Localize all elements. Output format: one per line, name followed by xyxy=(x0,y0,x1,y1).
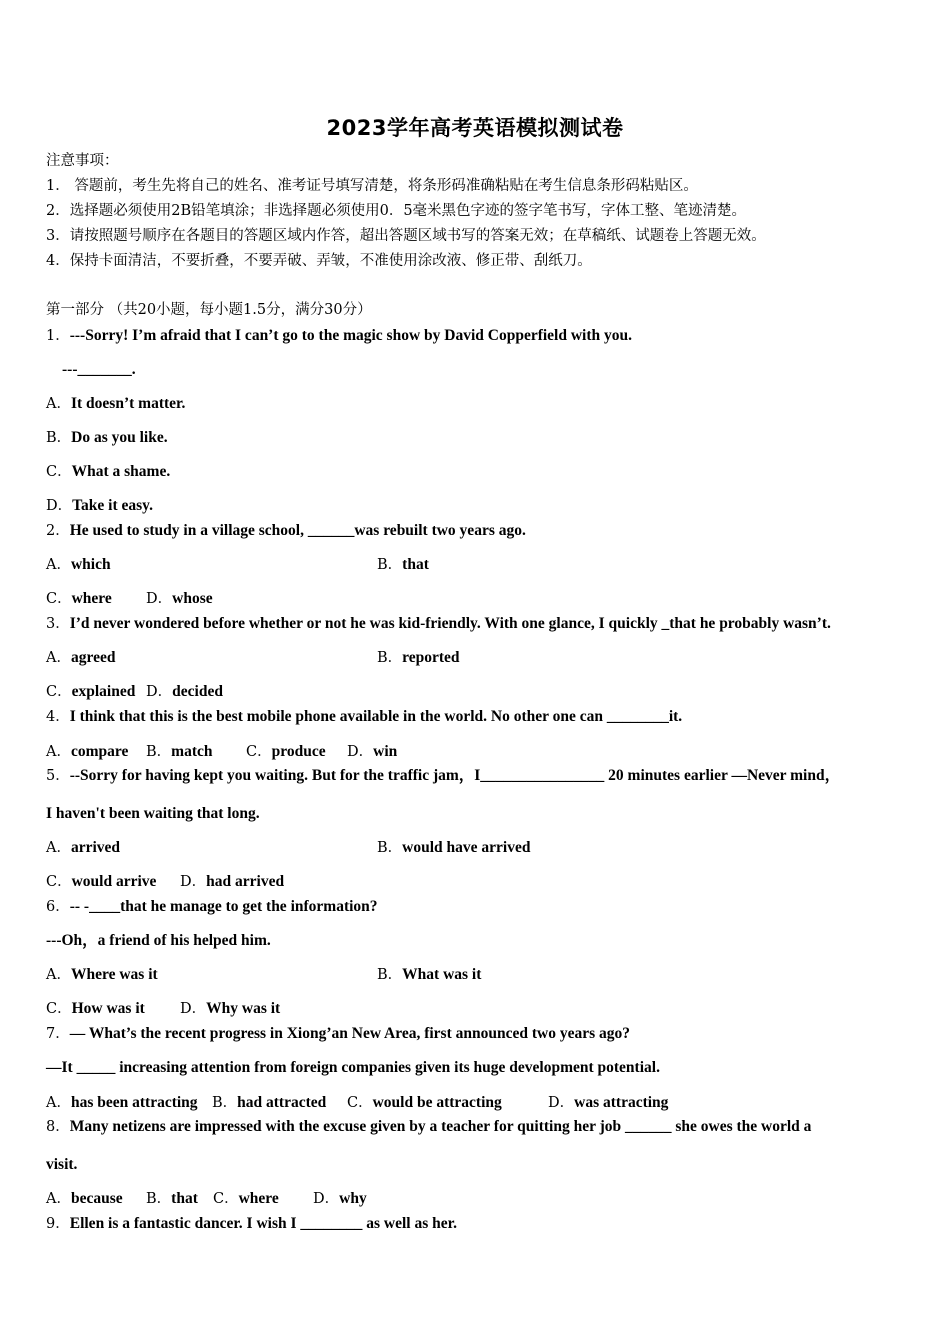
option-d[interactable]: D．decided xyxy=(146,683,223,700)
question-stem-line2: ---_______. xyxy=(62,361,136,378)
option-a[interactable]: A．which xyxy=(46,556,111,573)
question-stem: -- -____that he manage to get the information? xyxy=(69,898,378,915)
question-stem: Ellen is a fantastic dancer. I wish I ________ as well as her. xyxy=(69,1215,457,1232)
question-stem-line2: visit. xyxy=(46,1156,78,1173)
option-c[interactable]: C．What a shame. xyxy=(46,463,171,480)
option-a[interactable]: A．It doesn’t matter. xyxy=(46,395,186,412)
question-number: 2． xyxy=(46,523,70,539)
notice-item: 4．保持卡面清洁，不要折叠，不要弄破、弄皱，不准使用涂改液、修正带、刮纸刀。 xyxy=(46,253,592,269)
option-c[interactable]: C．where xyxy=(46,590,112,607)
option-b[interactable]: B．match xyxy=(146,743,213,760)
question-stem-line2: ---Oh，a friend of his helped him. xyxy=(46,932,271,949)
option-d[interactable]: D．was attracting xyxy=(548,1094,669,1111)
question-number: 4． xyxy=(46,709,70,725)
notice-heading: 注意事项： xyxy=(46,153,119,169)
question-stem-line2: I haven't been waiting that long. xyxy=(46,805,260,822)
option-a[interactable]: A．compare xyxy=(46,743,129,760)
option-b[interactable]: B．that xyxy=(377,556,429,573)
question-stem: ---Sorry! I’m afraid that I can’t go to the magic show by David Copperfield with you. xyxy=(69,327,633,344)
option-d[interactable]: D．win xyxy=(347,743,398,760)
option-c[interactable]: C．would arrive xyxy=(46,873,157,890)
option-a[interactable]: A．agreed xyxy=(46,649,116,666)
option-a[interactable]: A．because xyxy=(46,1190,123,1207)
option-d[interactable]: D．Take it easy. xyxy=(46,497,153,514)
option-c[interactable]: C．explained xyxy=(46,683,136,700)
section-heading: 第一部分 （共20小题，每小题1.5分，满分30分） xyxy=(46,302,372,318)
question-number: 9． xyxy=(46,1216,70,1232)
option-b[interactable]: B．What was it xyxy=(377,966,482,983)
option-a[interactable]: A．arrived xyxy=(46,839,121,856)
question-6 xyxy=(46,897,378,917)
option-b[interactable]: B．that xyxy=(146,1190,198,1207)
option-b[interactable]: B．had attracted xyxy=(212,1094,327,1111)
option-b[interactable]: B．would have arrived xyxy=(377,839,531,856)
question-stem: — What’s the recent progress in Xiong’an New Area, first announced two years ago? xyxy=(69,1025,631,1042)
option-a[interactable]: A．has been attracting xyxy=(46,1094,198,1111)
question-number: 1． xyxy=(46,328,70,344)
question-1 xyxy=(46,326,632,346)
question-3 xyxy=(46,614,831,634)
option-d[interactable]: D．Why was it xyxy=(180,1000,281,1017)
question-9 xyxy=(46,1214,457,1234)
option-a[interactable]: A．Where was it xyxy=(46,966,158,983)
question-stem-line2: —It _____ increasing attention from foreign companies given its huge development potential. xyxy=(46,1059,660,1076)
question-number: 8． xyxy=(46,1119,70,1135)
question-stem: I think that this is the best mobile phone available in the world. No other one can ________it. xyxy=(69,708,683,725)
option-c[interactable]: C．would be attracting xyxy=(347,1094,502,1111)
question-number: 6． xyxy=(46,899,70,915)
option-d[interactable]: D．had arrived xyxy=(180,873,285,890)
question-stem: He used to study in a village school, ______was rebuilt two years ago. xyxy=(69,522,526,539)
option-b[interactable]: B．reported xyxy=(377,649,460,666)
notice-item: 3．请按照题号顺序在各题目的答题区域内作答，超出答题区域书写的答案无效；在草稿纸、试题卷上答题无效。 xyxy=(46,228,766,244)
question-stem: --Sorry for having kept you waiting. But for the traffic jam，I________________ 20 minutes earlier —Never mind， xyxy=(69,767,841,784)
question-number: 5． xyxy=(46,768,70,784)
question-number: 3． xyxy=(46,616,70,632)
option-c[interactable]: C．where xyxy=(213,1190,279,1207)
option-d[interactable]: D．why xyxy=(313,1190,367,1207)
question-8 xyxy=(46,1117,811,1137)
question-5 xyxy=(46,766,840,786)
notice-item: 1． 答题前，考生先将自己的姓名、准考证号填写清楚，将条形码准确粘贴在考生信息条形码粘贴区。 xyxy=(46,178,698,194)
question-4 xyxy=(46,707,682,727)
question-stem: I’d never wondered before whether or not he was kid-friendly. With one glance, I quickly _that he probably wasn’t. xyxy=(69,615,831,632)
notice-item: 2．选择题必须使用2B铅笔填涂；非选择题必须使用0．5毫米黑色字迹的签字笔书写，字体工整、笔迹清楚。 xyxy=(46,203,747,219)
option-b[interactable]: B．Do as you like. xyxy=(46,429,168,446)
option-c[interactable]: C．How was it xyxy=(46,1000,145,1017)
option-c[interactable]: C．produce xyxy=(246,743,326,760)
question-2 xyxy=(46,521,526,541)
option-d[interactable]: D．whose xyxy=(146,590,213,607)
question-stem: Many netizens are impressed with the excuse given by a teacher for quitting her job ______ she owes the world a xyxy=(69,1118,812,1135)
question-number: 7． xyxy=(46,1026,70,1042)
page-title: 2023学年高考英语模拟测试卷 xyxy=(326,116,624,140)
question-7 xyxy=(46,1024,630,1044)
